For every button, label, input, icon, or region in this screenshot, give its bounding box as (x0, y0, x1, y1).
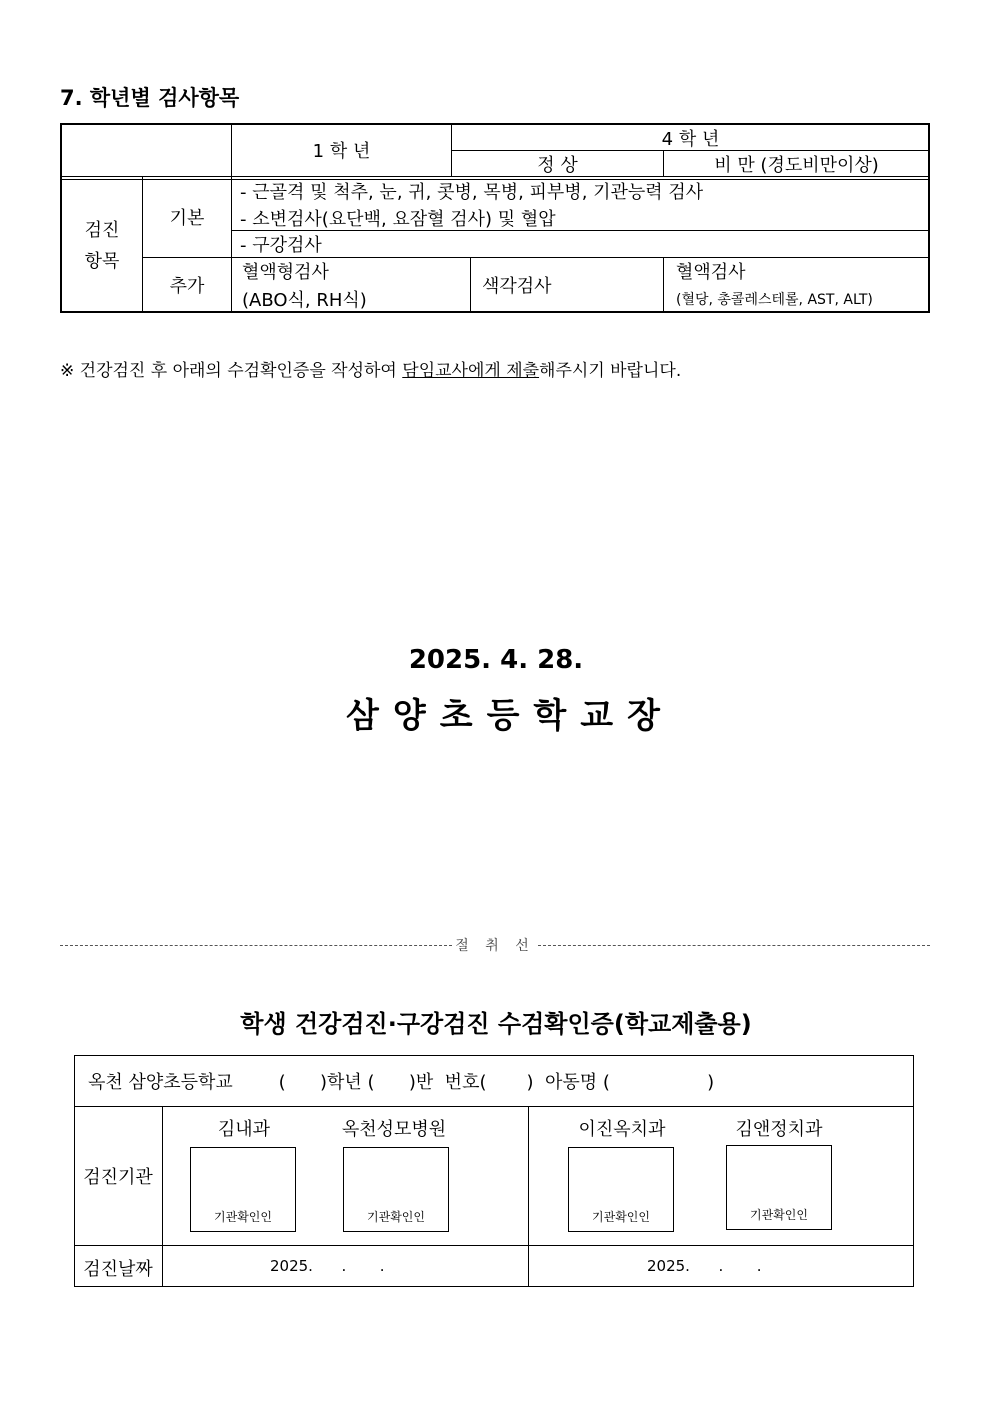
stamp-label: 기관확인인 (750, 1208, 808, 1222)
stamp-box[interactable] (726, 1145, 832, 1230)
clinic-name: 김앤정치과 (735, 1119, 823, 1140)
notice-underlined: 담임교사에게 제출 (402, 361, 540, 381)
clinic-name: 김내과 (217, 1119, 271, 1140)
stamp-box[interactable] (190, 1147, 296, 1232)
extra-normal: 색각검사 (482, 276, 552, 297)
basic-item: - 소변검사(요단백, 요잠혈 검사) 및 혈압 (240, 209, 556, 230)
clinic-name: 옥천성모병원 (341, 1119, 447, 1140)
cut-dash-left (60, 945, 452, 946)
extra-grade1: 혈액형검사 (242, 262, 329, 283)
exam-date-right[interactable]: 2025. . . (647, 1257, 762, 1275)
form-border (74, 1286, 914, 1287)
issue-date: 2025. 4. 28. (408, 645, 584, 675)
stamp-label: 기관확인인 (367, 1210, 425, 1224)
stamp-label: 기관확인인 (592, 1210, 650, 1224)
form-border (74, 1055, 914, 1056)
col-divider (663, 257, 664, 313)
exam-date-left[interactable]: 2025. . . (270, 1257, 385, 1275)
header-grade1: 1 학 년 (312, 141, 371, 162)
notice-suffix: 해주시기 바랍니다. (539, 361, 682, 381)
institution-label: 검진기관 (83, 1167, 153, 1188)
student-info-line: 옥천 삼양초등학교 ( )학년 ( )반 번호( ) 아동명 ( ) (88, 1072, 715, 1093)
submission-notice (60, 356, 681, 381)
stamp-box[interactable] (343, 1147, 449, 1232)
extra-obese: 혈액검사 (676, 262, 746, 283)
extra-obese-detail: (혈당, 총콜레스테롤, AST, ALT) (676, 292, 873, 308)
confirmation-form (74, 1055, 914, 1287)
exam-items-table (60, 123, 930, 313)
principal-name: 삼양초등학교장 (346, 696, 674, 736)
section-title: 7. 학년별 검사항목 (60, 86, 240, 110)
exam-date-label: 검진날짜 (83, 1259, 153, 1280)
stamp-box[interactable] (568, 1147, 674, 1232)
basic-item: - 근골격 및 척추, 눈, 귀, 콧병, 목병, 피부병, 기관능력 검사 (240, 182, 704, 203)
form-title: 학생 건강검진·구강검진 수검확인증(학교제출용) (240, 1010, 752, 1038)
clinic-name: 이진옥치과 (578, 1119, 666, 1140)
stamp-label: 기관확인인 (214, 1210, 272, 1224)
notice-prefix: ※ 건강검진 후 아래의 수검확인증을 작성하여 (60, 361, 403, 381)
header-obese: 비 만 (경도비만이상) (714, 155, 879, 176)
row-header-exam-items: 검진 항목 (84, 220, 120, 272)
form-row-divider (74, 1106, 914, 1107)
extra-label: 추가 (169, 276, 205, 297)
basic-label: 기본 (169, 208, 205, 229)
form-col-divider (162, 1106, 163, 1287)
cut-dash-right (538, 945, 930, 946)
form-col-divider (528, 1106, 529, 1287)
form-border (913, 1055, 914, 1287)
form-row-divider (74, 1245, 914, 1246)
header-grade4: 4 학 년 (661, 129, 720, 150)
cut-line (60, 935, 930, 955)
col-divider (470, 257, 471, 313)
header-normal: 정 상 (537, 155, 578, 176)
basic-item: - 구강검사 (240, 235, 322, 256)
cut-line-label: 절 취 선 (455, 938, 535, 954)
table-border (60, 311, 930, 313)
extra-grade1-detail: (ABO식, RH식) (242, 290, 367, 311)
